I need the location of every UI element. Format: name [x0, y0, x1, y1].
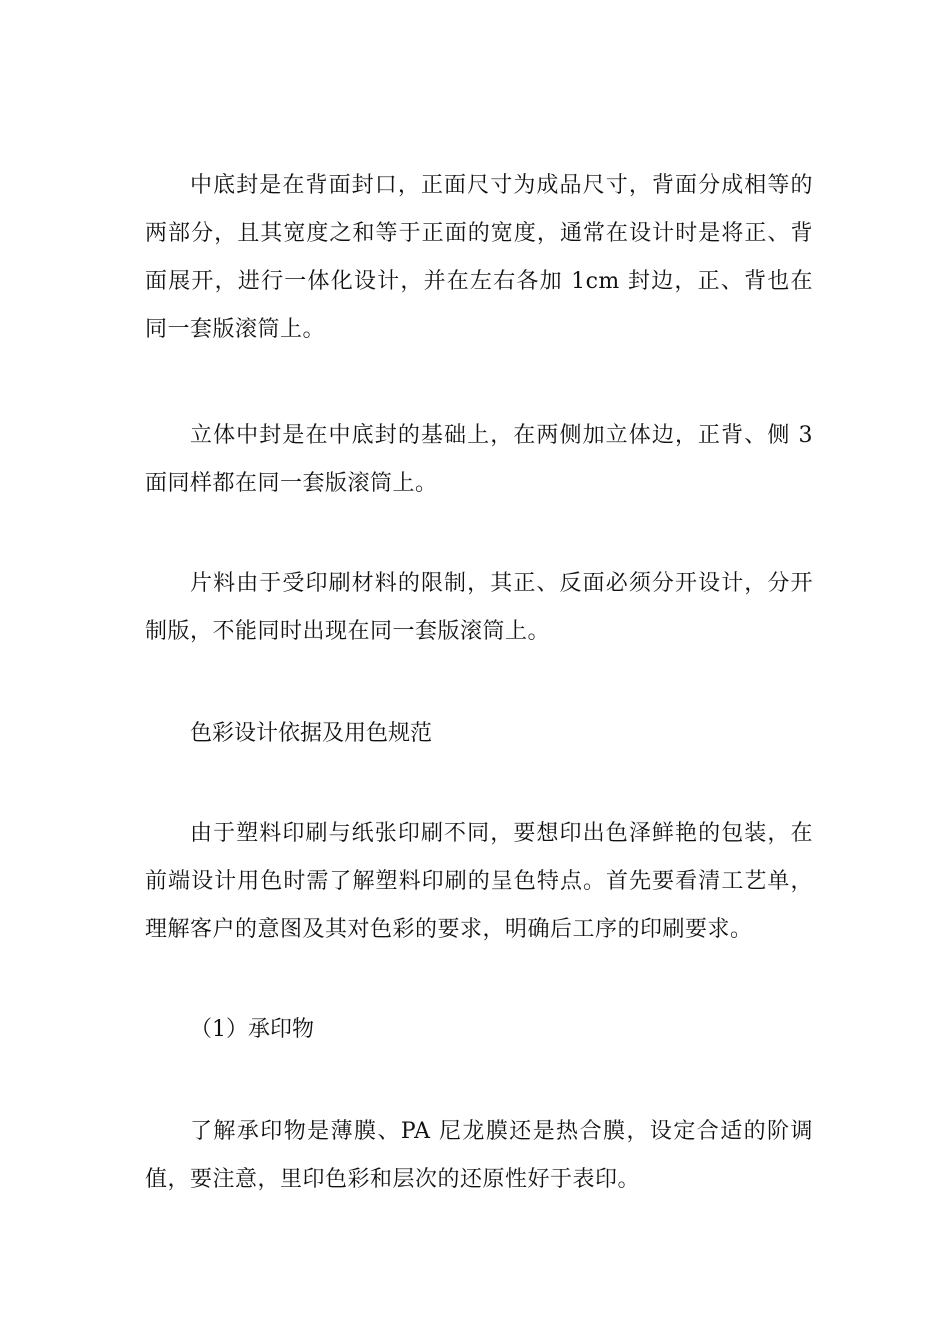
paragraph-3d-middle-seal: 立体中封是在中底封的基础上，在两侧加立体边，正背、侧 3 面同样都在同一套版滚筒上。 — [145, 423, 813, 496]
paragraph-middle-seal: 中底封是在背面封口，正面尺寸为成品尺寸，背面分成相等的两部分，且其宽度之和等于正面的宽度，通常在设计时是将正、背面展开，进行一体化设计，并在左右各加 1cm 封边，正、背也在同一套版滚筒上。 — [145, 173, 813, 342]
paragraph-substrate-detail: 了解承印物是薄膜、PA 尼龙膜还是热合膜，设定合适的阶调值，要注意，里印色彩和层次的还原性好于表印。 — [145, 1119, 813, 1192]
section-heading-color-design: 色彩设计依据及用色规范 — [190, 721, 433, 746]
paragraph-plastic-printing-color: 由于塑料印刷与纸张印刷不同，要想印出色泽鲜艳的包装，在前端设计用色时需了解塑料印刷的呈色特点。首先要看清工艺单，理解客户的意图及其对色彩的要求，明确后工序的印刷要求。 — [145, 821, 813, 942]
subheading-substrate: （1）承印物 — [190, 1017, 314, 1042]
paragraph-sheet-material: 片料由于受印刷材料的限制，其正、反面必须分开设计，分开制版，不能同时出现在同一套版滚筒上。 — [145, 571, 813, 644]
